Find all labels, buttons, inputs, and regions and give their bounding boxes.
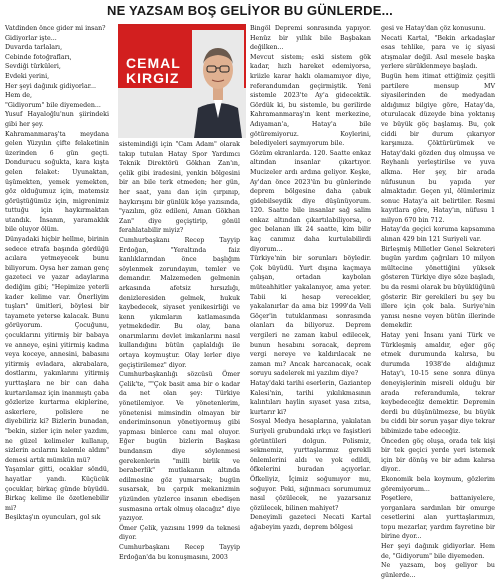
paragraph: Hatay'da geçici koruma kapsamına alınan 429 bin 121 Suriyeli var. xyxy=(381,226,495,244)
headline: NE YAZSAM BOŞ GELİYOR BU GÜNLERDE... xyxy=(106,3,393,18)
columnist-name xyxy=(126,56,190,86)
paragraph: Birleşmiş Milletler Genel Sekreteri bugün yardım çağrıları 10 milyon mültecine yönettiğini yüksek gösteren Türkiye diye söze başladı, bu da resmi olarak bu büyüklüğünü gösterir. Bir gerekileri bu şey bu illere için çok bala. Suriye'nin yanısı nesne veyen bütün illerinde demekdir. xyxy=(381,245,495,330)
paragraph: sistemindiği için "Cam Adam" olarak takıp tutulan Hatay Spor Yardımcı Teknik Direktörü Gökhan Zan'ın, çelik gibi iradesini, yenkin bölgesini bir an bile terk etmeden; her gün, her saat, yanı dan için çırpınıp, haykırışını bir günlük köşe yazısında, "yazılım, göz edileni, Aman Gökhan Zan" diye geçiştirip, gönül ferahlatabilir miyiz? xyxy=(119,141,240,235)
paragraph: Cumhurbaşkanı Recep Tayyip Erdoğan, "Yeraltında faiz kanlıklarından önce başlığım söylenmek zorundayım, temler ve demandır. Malzemeden gelmenin arkasında afetsiz hırsızlığı, denizleresiden gelmek, hukuk kaybedecek, siyaset yenikesirliği ve kenn yıkımların katlamasında yetmekdedir. Bu olay, bana onarımlarını devlet imkanlarını nasıl kullandığını bütün çaplaldığı ile ortaya koymuştur. Olay lerler diye geçiştirilemez" diyor. xyxy=(119,236,240,369)
paragraph: Gidiyorlar işte... xyxy=(5,34,57,42)
paragraph: Ekonomik bela koymum, gözlerim göremiyorum... xyxy=(381,475,495,493)
paragraph: Önceden göç oluşa, orada tek kişi bir tek geçici yerde yeri istemek için bir dönüş ve bir adım kalırsa diyor.. xyxy=(381,437,495,474)
paragraph: Dünyadaki hiçbir hellme, birinin sedece etrafa başında gördüğü acılara yetmeyecek bunu biliyorum. Oysa her zaman genç gazeteci ve yazar adaylarına dediğim gibi; "Hepimize yeterli kader kelime var. Önerliyim tuşları" ümitleri, böylesi bir tayamete yeterse kalacak. Bunu görüyorum. Çocuğunu, çocuklarını yitirmiş bir babaya ve anneye, eşini yitirmiş kadına veya koceye, annesini, babasını yitirmiş evladara, akrabalara, dostlarını, yakınlarını yitirmiş yurttaşlara ne bir can daha kurtarılamaz için inanmıştı çaba gözlerize kurtarma ekiplerine, askerlere, polislere ne diyebiliriz ki? Bizlerin bunadan, "bekin, sizler için neler yazdım, ne güzel kelimeler kullanıp, sizlerin acılarını kalemle aldım" demesi artık mümkün mü? xyxy=(5,236,109,464)
paragraph: Yusuf Hayaloğlu'nun şiirindeki gibi her şey. xyxy=(5,111,109,128)
paragraph: Deneyimli gazeteci Necati Kartal ağabeyim yazdı, deprem bölgesi xyxy=(250,514,371,531)
article-column-1 xyxy=(5,24,109,522)
paragraph: Her şeyi dağınık gidiyorlar. Hem de, "Gidiyorum" bile diyemeden. xyxy=(381,543,495,560)
paragraph: Cumhurbaşkanlığı sözcüsü Ömer Çelik'te, ""Çok basit ama bir o kadar da net olan şey: Türkiye yönetilemiyor. Ve yönetenlerim, yönetenisi mimsindin olmayan bir enderiminsonun yönetiyormuş gibi yapması binlerce canı mal oluyor. Eğer bugün bizlerin Başkası bundansın diye söylenmesi gerekenlerin "milli birlik ve beraberlik" mutlakanın altında edilmesine göz yumarsak; bugün susarsak, bu çarpık mekanizmin yüzünden yüzlerce insanın ebedişen susmasına ortak olmuş olacağız" diye yazıyor. xyxy=(119,371,240,523)
paragraph: Bingöl Depremi sonrasında yapıyor. Henüz bir yıllık bile Başbakan değilken... xyxy=(250,25,371,52)
paragraph: "Gidiyorum" bile diyemeden... xyxy=(5,101,101,109)
columnist-portrait xyxy=(192,30,244,138)
columnist-first-name: CEMAL xyxy=(126,55,181,71)
paragraph: Sosyal Medya hesaplarına, yakılatan Suriyeli grubundaki ırkçı ve faşistleri görüntüleri dolgun. Polismiz, sekmemiz, yurttaşlarımız gerekli önlemlerini aldı ve yok edildi, öfkelerini buradan açıyorlar. Öfkeliyiz, İçimiz soğumıyor mu, soğuyor. Peki, sığınmacı sorumumuz nasıl çözülecek, ne yazarsanız çözülecek, bilinen mahiyet? xyxy=(250,418,371,512)
paragraph: Türkiye'nin bir sorunları böyledir. Çok büyüdü. Yurt dışına kaçmaya çalışan, ortadan kaybolan müteahhitler yakalanıyor, ama yeter. Tabii ki hesap verecekler, yakalanırlar da ama biz 1999'da Veli Göçer'in tutuklanması sonrasında olanları da biliyoruz. Deprem vergileri ne zaman kabul edilecek, bunun hesabını soracak, deprem vergi nereye ve kaldırılacak ne zaman mı? Ancak harcanacak, ocak soruyu sadelerek mi yazılım diye? xyxy=(250,255,371,378)
paragraph: Her şeyi dağınık gidiyorlar... xyxy=(5,82,97,90)
paragraph: Cebinde fotoğrafları, xyxy=(5,53,72,61)
paragraph: gesi ve Hatay'dan çöz konusunu. xyxy=(381,25,486,32)
columnist-last-name: KIRGIZ xyxy=(126,70,180,86)
paragraph: Poşetlere, battaniyelere, yorganlara sardınlan bir omurge cesetlerini alan yurttaşlarımızı, topu mezarlar, yardım fayretine bir birine dyor... xyxy=(381,495,495,541)
paragraph: Necati Kartal, "Bekin arkadaşlar esas tehlike, para ve iç siyasi atışmalar değil. Asıl mesele başka yerlere sürüklenmeye başladı. xyxy=(381,34,495,71)
paragraph: Bugün hem itimat ettiğimiz çeşitli partilere mensup MV siyasilerinden de medyadan aldığımız bilgiye göre, Hatay'da, oturulacak düzeyde bina yoktanış ve büyük göç başlamış. Bu, çok ciddi bir durum çıkarıyor karşımıza. Çöktürürümek ve Hatay'daki gözden duş olmuşsa ve Reyhanlı yerleştirilse ve yuva alkma. Her şey, bir arada nüfusunun bu yapıda yer almaktadır. Geçen yıl, ölümlerimiz sonuc Hatay'a ait belirtiler. Resmi kayıtlara göre, Hatay'ın, nüfusu 1 milyon 670 bin 712. xyxy=(381,72,495,224)
paragraph: Duvarda tarlaları, xyxy=(5,44,63,52)
paragraph: Yaşamlar gitti, ocaklar söndü, hayatlar yandı. Küçücük çocuklar, birkaç günde büyüdü. Birkaç kelime ile özetlenebilir mi? xyxy=(5,466,109,512)
columnist-banner xyxy=(118,24,246,138)
paragraph: Vatdinden önce gider mi insan? xyxy=(5,25,106,32)
paragraph: Beşiktaş'ın oyuncuları, gol sık xyxy=(5,514,101,522)
article-column-2 xyxy=(119,140,240,561)
paragraph: Ömer Çelik, yazısını 1999 da teknesi diyor. xyxy=(119,524,240,542)
paragraph: Hatay yeni İnsanı yani Türk ve Türkleşmiş amaldır, eğer göç etmek durumunda kalırsa, bu durumda 1938'de aldığımız Hatay'ı, 10-15 sene sonra dünya deneyişlerinin misreli olduğu bir arada referandumla, tekrar keybedeceğiz demektir. Depremin derdi bu düşünülmezse, bu büyük bu ciddi bir sorun yaşar diye tekrar bibimizde tabe edeceğiz. xyxy=(381,332,495,435)
article-column-3 xyxy=(250,24,371,531)
paragraph: Sevdiği türküleri, xyxy=(5,63,61,71)
paragraph: Hem de, xyxy=(5,92,32,100)
paragraph: Gözüm ekranlarda. 120. Saatte enkaz altından insanlar çıkartıyor. Mucizeler ardı ardına geliyor. Keşke, Ay'dan önce 2023'ün bu günlerinde deprem bölgesine daha çabuk gidebilseydik diye düşünüyorum. 120. Saatte bile insanlar sağ salim enkaz altından çıkartılabiliyorsa, o gec belanan ilk 24 saatte, kim bilir kaç canımız daha kurtulabilirdi diyorum... xyxy=(250,149,371,253)
paragraph: Kahramanmaraş'ta meydana gelen Yüzyılın çifte felaketinin üzerinden 6 gün geçti. Dondurucu soğukta, kara kışta gelen felaket: Uyunaktan, üşümekten, yemek yemekten, göz olduğumuz için, matemsiz görüştüğümüz için, migrenimiz tuttuğu için haykırmaktan utandık. İnsanın, yaramaklık bile oluyor ölüm. xyxy=(5,130,109,234)
article-column-4 xyxy=(381,24,495,579)
paragraph: Ne yazsam, boş geliyor bu günlerde... xyxy=(381,562,495,579)
paragraph: Cumhurbaşkanı Recep Tayyip Erdoğan'da bu konuşmasını, 2003 xyxy=(119,543,240,561)
paragraph: Hatay'daki tarihi eserlerin, Gaziantep Kalesi'nin, tarihi yıkılıkmasının kalıntıları haylin sıyaset yasa zıtsa, kurtarır ki? xyxy=(250,379,371,416)
paragraph: Evdeki yerini, xyxy=(5,72,50,80)
paragraph: Mevcut sistem; eski sistem gök kadar, hızlı hareket edemiyorsa, kriizle karar haklı olamamıyor diye, referandumdan geçirmiştik. Yeni sistemle 2023'te Ay'a gidecektik. Gördük ki, bu sistemle, bu gerilirde Kahramanmaraş'ın kent merkezine, Adıyaman'a, Hatay'a bile götüremiyoruz. Koylerini, belediyeleri saymıyorum bile. xyxy=(250,53,371,148)
